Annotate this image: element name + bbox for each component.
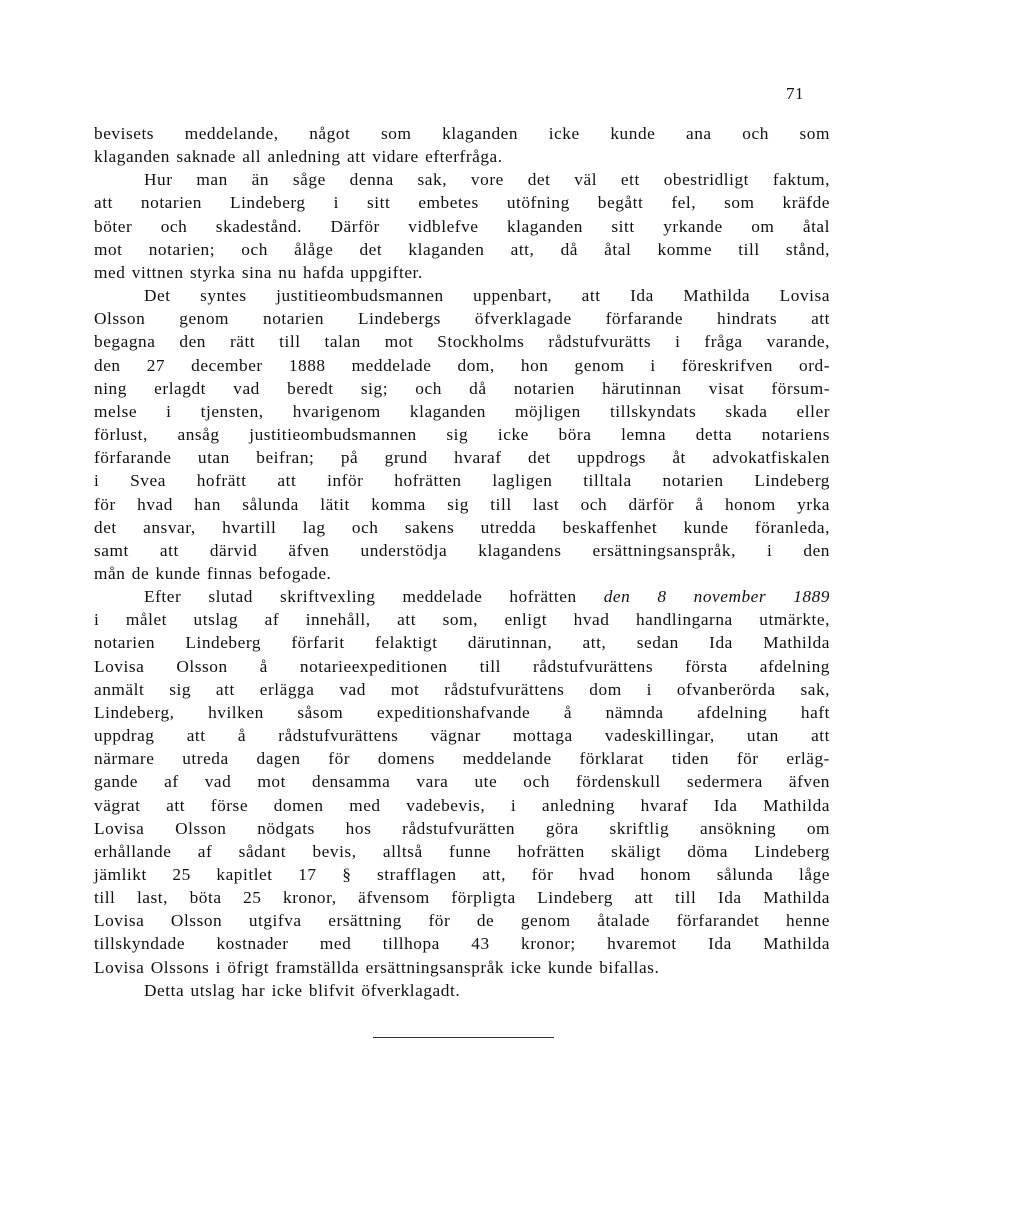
text-line: Hur man än såge denna sak, vore det väl ett obestridligt faktum, — [144, 170, 830, 190]
text-line: gande af vad mot densamma vara ute och fördenskull sedermera äfven — [94, 772, 830, 792]
text-line: förfarande utan beifran; på grund hvaraf det uppdrogs åt advokatfiskalen — [94, 448, 830, 468]
paragraph — [94, 284, 830, 585]
text-line: Det syntes justitieombudsmannen uppenbart, att Ida Mathilda Lovisa — [144, 286, 830, 306]
text-line: i målet utslag af innehåll, att som, enligt hvad handlingarna utmärkte, — [94, 610, 830, 630]
text-line: uppdrag att å rådstufvurättens vägnar mottaga vadeskillingar, utan att — [94, 726, 830, 746]
text-line: den 27 december 1888 meddelade dom, hon genom i föreskrifven ord- — [94, 355, 830, 375]
text-line: Lovisa Olsson nödgats hos rådstufvurätten göra skriftlig ansökning om — [94, 818, 830, 838]
paragraph — [94, 168, 830, 284]
text-line: Efter slutad skriftvexling meddelade hofrätten den 8 november 1889 — [144, 587, 830, 607]
text-line: melse i tjensten, hvarigenom klaganden möjligen tillskyndats skada eller — [94, 401, 830, 421]
text-line: samt att därvid äfven understödja klagandens ersättningsanspråk, i den — [94, 540, 830, 560]
body-text — [94, 122, 830, 1002]
end-rule — [373, 1037, 554, 1038]
text-line: Lovisa Olsson utgifva ersättning för de genom åtalade förfarandet henne — [94, 911, 830, 931]
text-line: för hvad han sålunda lätit komma sig till last och därför å honom yrka — [94, 494, 830, 514]
text-line: mån de kunde finnas befogade. — [94, 563, 332, 583]
text-line: Detta utslag har icke blifvit öfverklagadt. — [144, 980, 461, 1000]
text-line: notarien Lindeberg förfarit felaktigt därutinnan, att, sedan Ida Mathilda — [94, 633, 830, 653]
text-line: närmare utreda dagen för domens meddelande förklarat tiden för erläg- — [94, 749, 830, 769]
text-line: det ansvar, hvartill lag och sakens utredda beskaffenhet kunde föranleda, — [94, 517, 830, 537]
text-line: jämlikt 25 kapitlet 17 § strafflagen att, för hvad honom sålunda låge — [94, 865, 830, 884]
text-line: Lovisa Olssons i öfrigt framställda ersättningsanspråk icke kunde bifallas. — [94, 957, 660, 977]
paragraph — [94, 585, 830, 979]
paragraph — [94, 122, 830, 168]
text-line: till last, böta 25 kronor, äfvensom förpligta Lindeberg att till Ida Mathilda — [94, 888, 830, 908]
text-line: begagna den rätt till talan mot Stockholms rådstufvurätts i fråga varande, — [94, 332, 830, 352]
text-line: att notarien Lindeberg i sitt embetes utöfning begått fel, som kräfde — [94, 193, 830, 213]
page-number: 71 — [786, 84, 804, 103]
text-line: Lindeberg, hvilken såsom expeditionshafvande å nämnda afdelning haft — [94, 702, 830, 722]
text-line: förlust, ansåg justitieombudsmannen sig icke böra lemna detta notariens — [94, 425, 830, 445]
text-line: bevisets meddelande, något som klaganden icke kunde ana och som — [94, 124, 830, 143]
text-line: ning erlagdt vad beredt sig; och då notarien härutinnan visat försum- — [94, 378, 830, 398]
text-line: böter och skadestånd. Därför vidblefve klaganden sitt yrkande om åtal — [94, 216, 830, 236]
text-line: vägrat att förse domen med vadebevis, i anledning hvaraf Ida Mathilda — [94, 795, 830, 815]
text-line: tillskyndade kostnader med tillhopa 43 kronor; hvaremot Ida Mathilda — [94, 934, 830, 954]
text-line: med vittnen styrka sina nu hafda uppgifter. — [94, 262, 423, 282]
text-line: Olsson genom notarien Lindebergs öfverklagade förfarande hindrats att — [94, 309, 830, 329]
text-line: erhållande af sådant bevis, alltså funne hofrätten skäligt döma Lindeberg — [94, 841, 830, 861]
text-line: klaganden saknade all anledning att vidare efterfråga. — [94, 147, 503, 167]
text-line: i Svea hofrätt att inför hofrätten lagligen tilltala notarien Lindeberg — [94, 471, 830, 491]
text-line: anmält sig att erlägga vad mot rådstufvurättens dom i ofvanberörda sak, — [94, 679, 830, 699]
text-line: Lovisa Olsson å notarieexpeditionen till rådstufvurättens första afdelning — [94, 656, 830, 676]
paragraph — [94, 979, 830, 1002]
text-line: mot notarien; och ålåge det klaganden att, då åtal komme till stånd, — [94, 239, 830, 259]
